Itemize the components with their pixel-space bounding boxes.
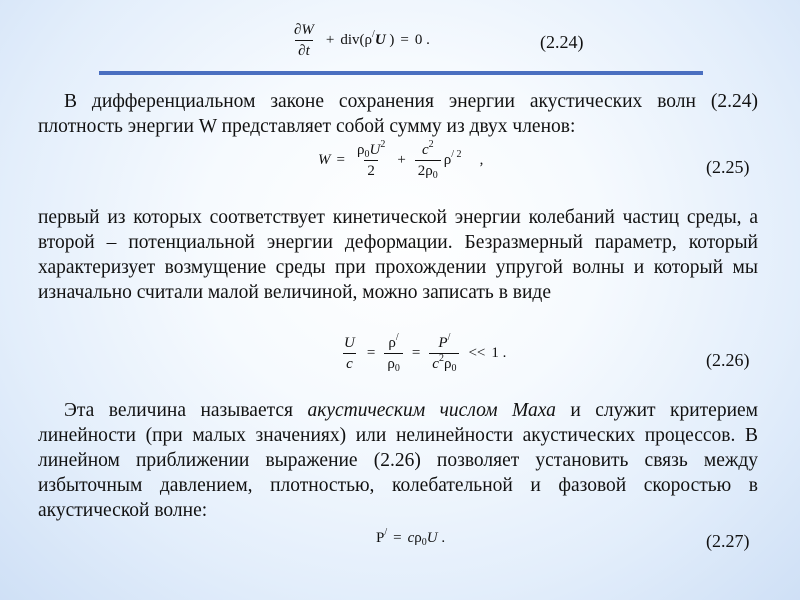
paragraph-mach — [38, 398, 758, 523]
equation-2-26: $\frac{U}{c}$ = $\frac{\rho^/}{\rho_0}$ = $\frac{P^/}{c^2\rho_0}$ << 1 . — [338, 335, 506, 372]
fraction-u-c: $\frac{U}{c}$ — [344, 335, 355, 372]
mach-text-start: Эта величина называется — [64, 400, 308, 421]
fraction-rho: $\frac{\rho^/}{\rho_0}$ — [384, 335, 403, 372]
fraction-potential: $\frac{c^2}{2\rho_0}$ — [415, 142, 441, 179]
fraction-dw-dt: $\frac{\partial W}{\partial t}$ — [294, 22, 314, 59]
equation-number: (2.27) — [706, 531, 750, 551]
fraction-pressure: $\frac{P^/}{c^2\rho_0}$ — [429, 335, 459, 372]
paragraph-dimensionless: первый из которых соответствует кинетической энергии колебаний частиц среды, а второй – потенциальной энергии деформации. Безразмерный параметр, который характеризует возмущение среды при прохождении упругой волны и который мы изначально считали малой величиной, можно записать в виде — [38, 207, 758, 303]
equation-2-25: W = $\frac{\rho_0U^2}{2}$ + $\frac{c^2}{2\rho_0}$ $\rho^{/ 2}$ , — [318, 139, 484, 181]
fraction-kinetic: $\frac{\rho_0U^2}{2}$ — [356, 139, 386, 179]
equation-2-27: P/ = $c\rho_0U$ . — [376, 527, 446, 548]
equation-number: (2.26) — [706, 350, 750, 370]
paragraph-intro: В дифференциальном законе сохранения энергии акустических волн (2.24) плотность энергии W представляет собой сумму из двух членов: — [38, 91, 758, 137]
mach-text-end: и служит критерием линейности (при малых значениях) или нелинейности акустических процессов. В линейном приближении выражение (2.26) позволяет установить связь между избыточным давлением, плотностью, колебательной и фазовой скоростью в акустической волне: — [38, 400, 759, 521]
equation-number: (2.24) — [540, 32, 584, 52]
equation-2-24: $\frac{\partial W}{\partial t}$ + div(ρ/U ) = 0 . — [288, 22, 430, 59]
equation-number: (2.25) — [706, 157, 750, 177]
mach-term: акустическим числом Маха — [307, 400, 556, 421]
divider-line — [99, 71, 703, 75]
